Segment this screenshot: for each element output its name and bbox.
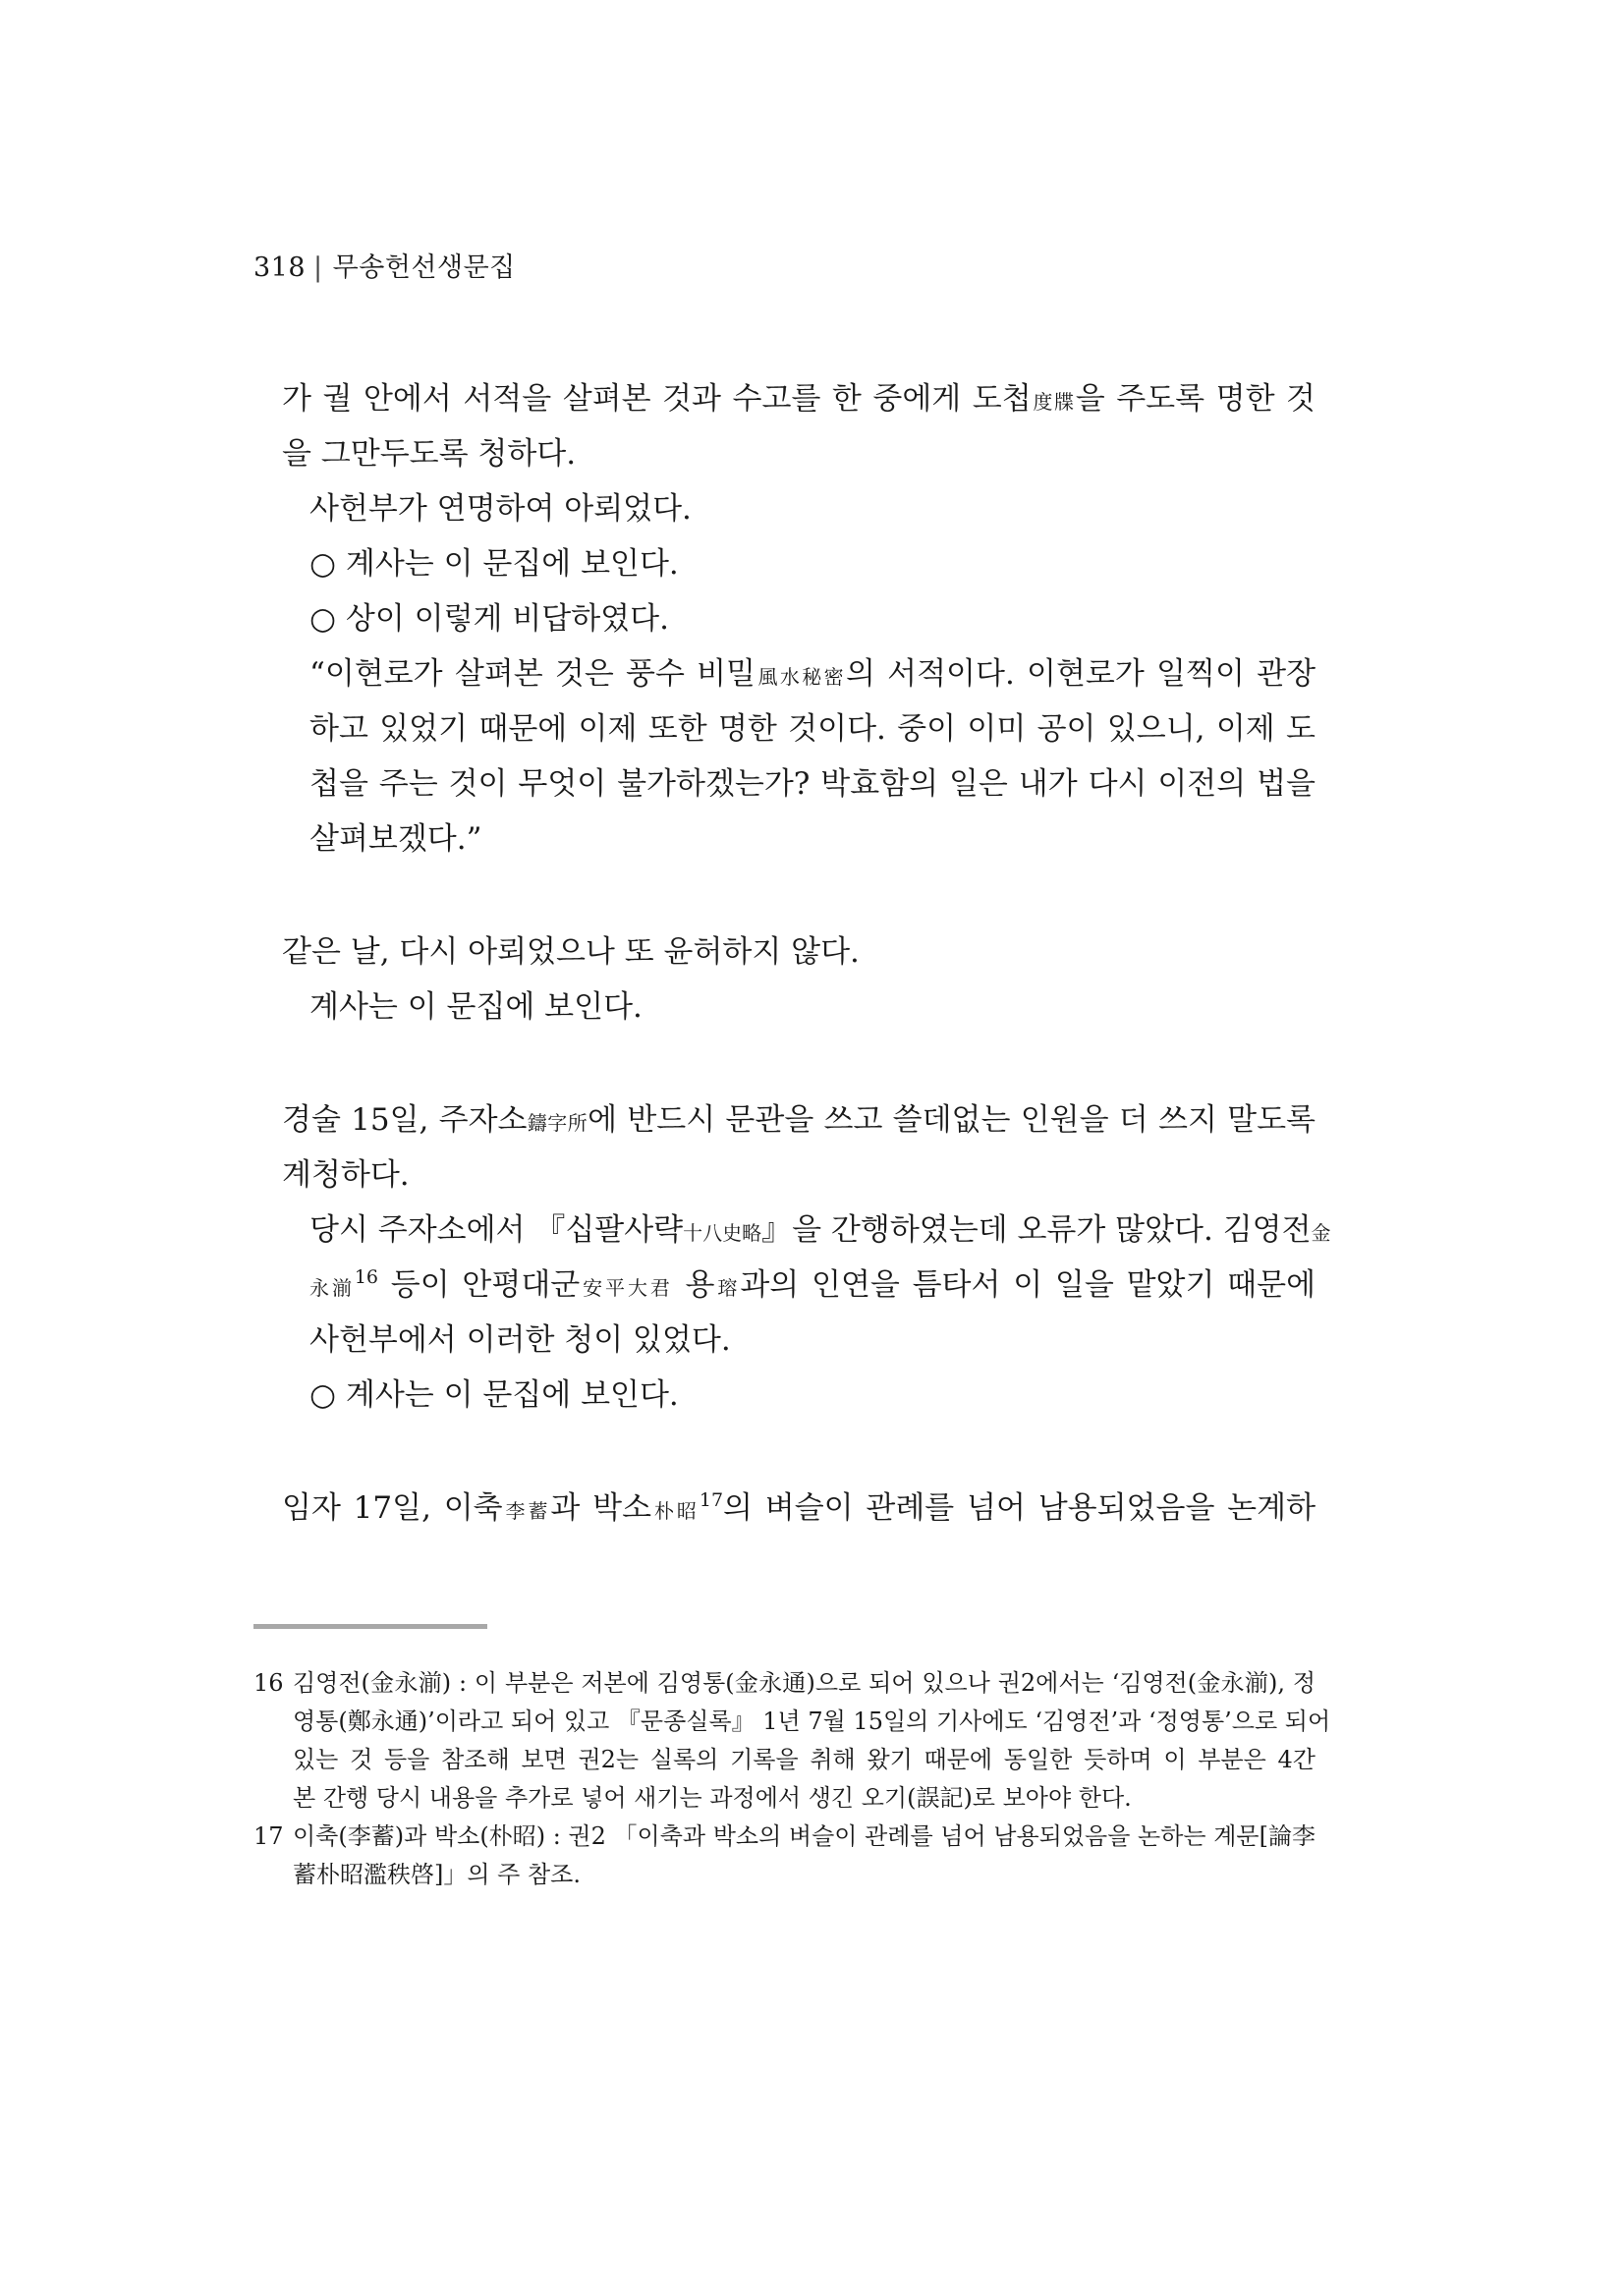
- text-line: 하고 있었기 때문에 이제 또한 명한 것이다. 중이 이미 공이 있으니, 이제 도: [309, 711, 1316, 747]
- text-line: ○ 상이 이렇게 비답하였다.: [309, 601, 669, 637]
- text-line: “이현로가 살펴본 것은 풍수 비밀風水秘密의 서적이다. 이현로가 일찍이 관장: [309, 656, 1316, 692]
- footnote-number: 16: [253, 1669, 284, 1697]
- hanja-gloss: 度牒: [1031, 390, 1076, 414]
- hanja-gloss: 李蓄: [502, 1499, 551, 1523]
- paragraph-gap: [282, 1423, 1316, 1481]
- header-separator: |: [313, 252, 323, 283]
- text-line: 살펴보겠다.”: [309, 821, 482, 857]
- running-header: [253, 246, 516, 284]
- hanja-gloss: 瑢: [714, 1276, 741, 1300]
- text-line: 계청하다.: [282, 1157, 410, 1193]
- hanja-gloss: 朴昭: [651, 1499, 700, 1523]
- text-line: ○ 계사는 이 문집에 보인다.: [309, 546, 679, 582]
- footnote-line: 영통(鄭永通)’이라고 되어 있고 『문종실록』 1년 7월 15일의 기사에도 ‘김영전’과 ‘정영통’으로 되어: [293, 1708, 1331, 1735]
- text-line: ○ 계사는 이 문집에 보인다.: [309, 1377, 679, 1413]
- hanja-gloss: 風水秘密: [756, 665, 846, 689]
- text-line: 가 궐 안에서 서적을 살펴본 것과 수고를 한 중에게 도첩度牒을 주도록 명한 것: [282, 381, 1316, 417]
- footnote-line: 16 김영전(金永湔) : 이 부분은 저본에 김영통(金永通)으로 되어 있으나 권2에서는 ‘김영전(金永湔), 정: [253, 1664, 1316, 1703]
- hanja-gloss: 安平大君: [580, 1276, 673, 1300]
- text-line: 경술 15일, 주자소鑄字所에 반드시 문관을 쓰고 쓸데없는 인원을 더 쓰지 말도록: [282, 1102, 1316, 1138]
- text-line: 첩을 주는 것이 무엇이 불가하겠는가? 박효함의 일은 내가 다시 이전의 법을: [309, 766, 1316, 802]
- text-line: 사헌부에서 이러한 청이 있었다.: [309, 1322, 731, 1358]
- text-line: 당시 주자소에서 『십팔사략十八史略』을 간행하였는데 오류가 많았다. 김영전金: [309, 1212, 1331, 1248]
- footnote-line: 17 이축(李蓄)과 박소(朴昭) : 권2 「이축과 박소의 벼슬이 관례를 넘어 남용되었음을 논하는 계문[論李: [253, 1818, 1316, 1856]
- paragraph-gap: [282, 1035, 1316, 1092]
- page-number: 318: [253, 252, 307, 283]
- footnote-line: 蓄朴昭濫秩啓]」의 주 참조.: [293, 1861, 581, 1888]
- footnotes: [253, 1664, 1331, 1894]
- hanja-gloss: 永湔: [309, 1276, 355, 1300]
- footnote-line: 본 간행 당시 내용을 추가로 넣어 새기는 과정에서 생긴 오기(誤記)로 보아야 한다.: [293, 1784, 1132, 1812]
- footnote-ref[interactable]: 16: [354, 1266, 379, 1288]
- book-title: 무송헌선생문집: [332, 252, 516, 283]
- text-line: 계사는 이 문집에 보인다.: [309, 989, 643, 1025]
- hanja-gloss: 十八史略: [683, 1221, 762, 1245]
- footnote-number: 17: [253, 1822, 284, 1850]
- text-line: 임자 17일, 이축李蓄과 박소朴昭$^{17}$의 벼슬이 관례를 넘어 남용되었음을 논계하: [282, 1489, 1316, 1526]
- footnote-divider: [253, 1624, 487, 1629]
- hanja-gloss: 金: [1311, 1221, 1331, 1245]
- footnote-ref[interactable]: 17: [699, 1489, 724, 1511]
- text-line: 사헌부가 연명하여 아뢰었다.: [309, 491, 692, 527]
- hanja-gloss: 鑄字所: [527, 1111, 588, 1135]
- main-text: [282, 371, 1331, 1536]
- paragraph-gap: [282, 867, 1316, 924]
- footnote-line: 있는 것 등을 참조해 보면 권2는 실록의 기록을 취해 왔기 때문에 동일한 듯하며 이 부분은 4간: [293, 1746, 1316, 1773]
- text-line: 을 그만두도록 청하다.: [282, 436, 577, 472]
- text-line: 같은 날, 다시 아뢰었으나 또 윤허하지 않다.: [282, 934, 860, 970]
- text-line: 永湔$^{16}$ 등이 안평대군安平大君 용瑢과의 인연을 틈타서 이 일을 맡았기 때문에: [309, 1266, 1316, 1303]
